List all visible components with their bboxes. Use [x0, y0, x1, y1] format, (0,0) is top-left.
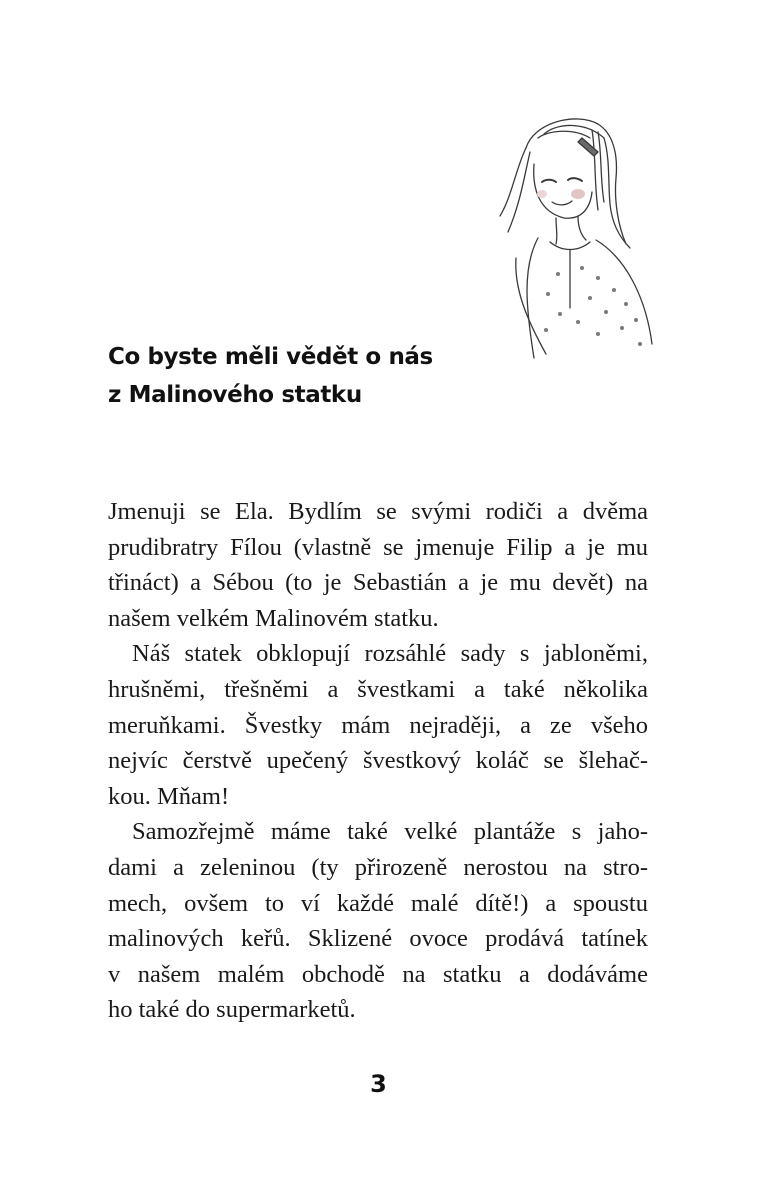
chapter-title-line: z Malinového statku [108, 382, 362, 408]
text-line: našem velkém Malinovém statku. [108, 604, 439, 632]
text-line: malinových keřů. Sklizené ovoce prodává tatínek [108, 925, 648, 953]
text-line: ho také do supermarketů. [108, 996, 356, 1024]
text-line: Samozřejmě máme také velké plantáže s jaho- [132, 818, 648, 846]
text-line: mech, ovšem to ví každé malé dítě!) a spoustu [108, 889, 648, 917]
text-line: třináct) a Sébou (to je Sebastián a je mu devět) na [108, 569, 648, 597]
text-line: hrušněmi, třešněmi a švestkami a také několika [108, 675, 648, 703]
text-line: Jmenuji se Ela. Bydlím se svými rodiči a dvěma [108, 498, 648, 525]
text-line: kou. Mňam! [108, 782, 230, 810]
text-line: v našem malém obchodě na statku a dodáváme [108, 960, 648, 988]
chapter-title [108, 338, 528, 414]
text-line: nejvíc čerstvě upečený švestkový koláč se šlehač- [108, 747, 648, 775]
text-line: dami a zeleninou (ty přirozeně nerostou na stro- [108, 853, 648, 881]
page-number: 3 [370, 1070, 387, 1098]
text-line: meruňkami. Švestky mám nejraději, a ze všeho [108, 711, 648, 739]
chapter-body [108, 494, 648, 1028]
text-line: Náš statek obklopují rozsáhlé sady s jabloněmi, [132, 640, 648, 668]
text-line: prudibratry Fílou (vlastně se jmenuje Filip a je mu [108, 533, 648, 561]
girl-illustration-icon [486, 108, 662, 374]
chapter-title-line: Co byste měli vědět o nás [108, 344, 433, 370]
